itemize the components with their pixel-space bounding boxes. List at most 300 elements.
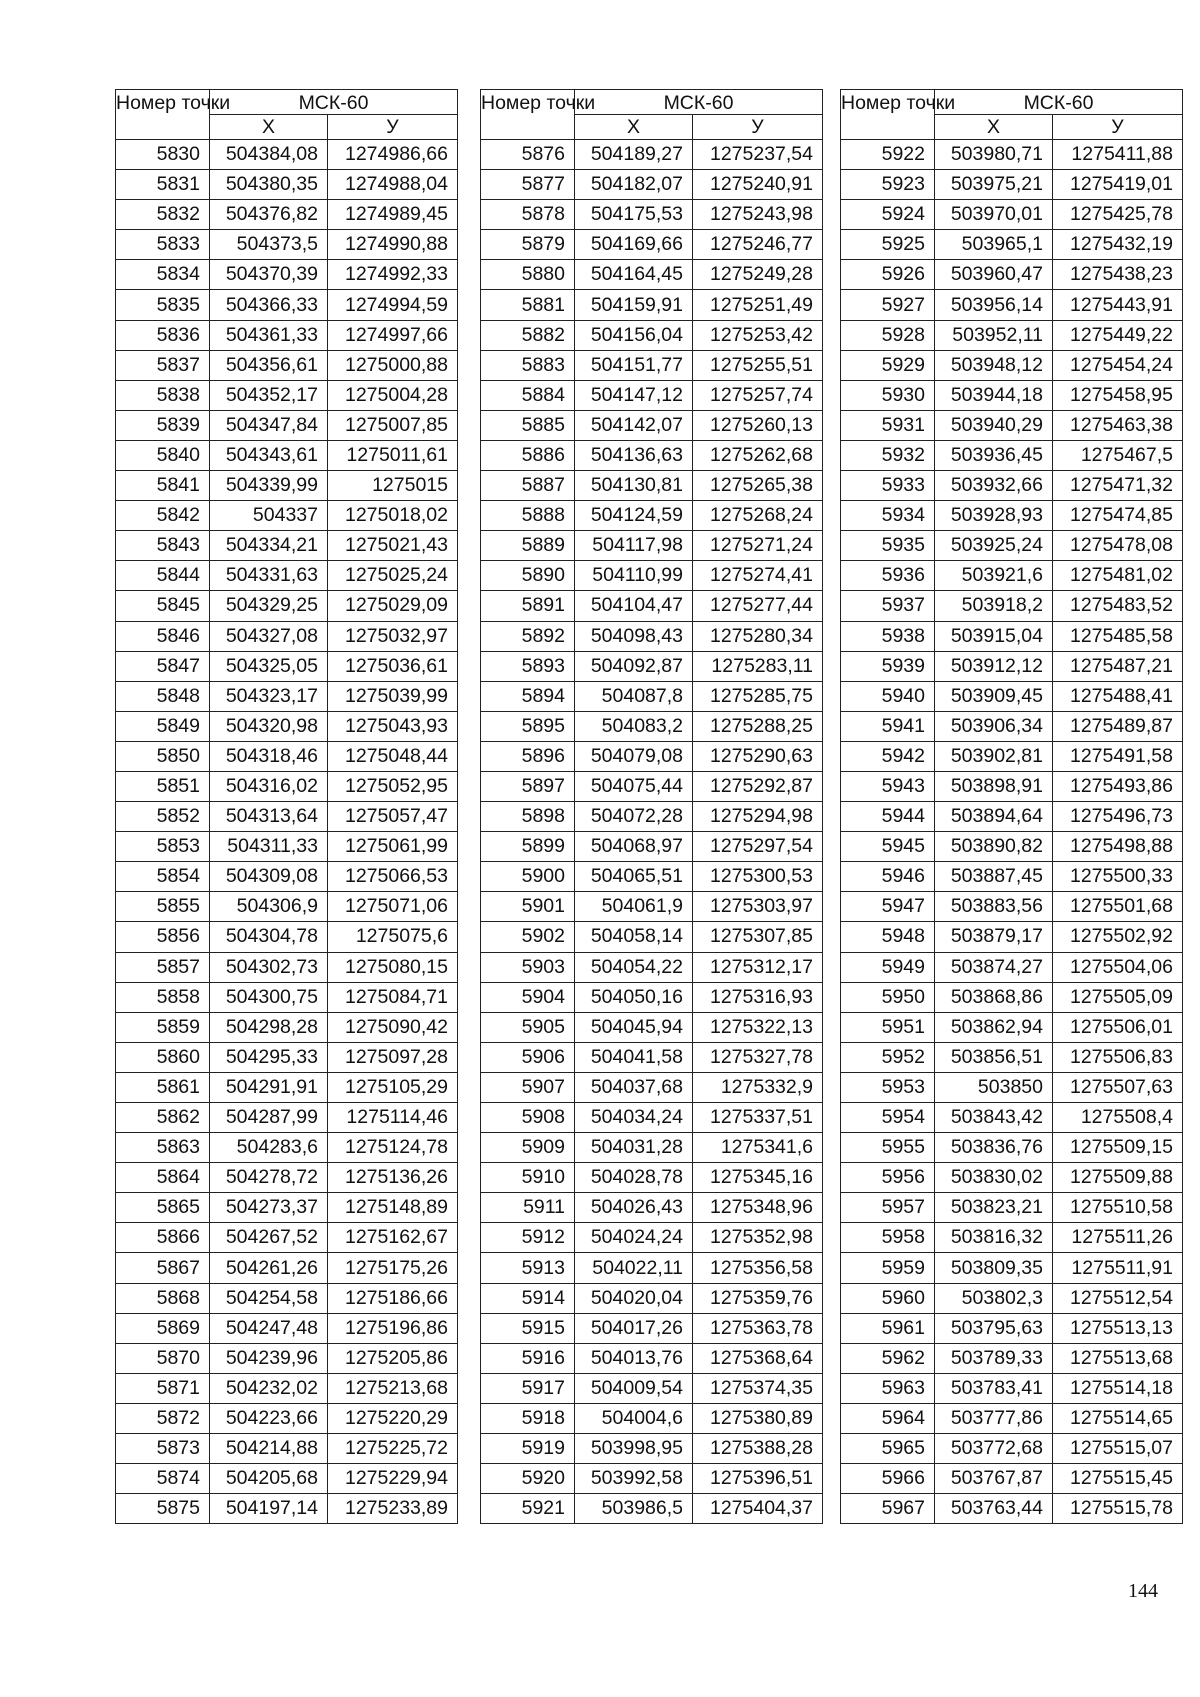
y-coordinate-cell: 1275449,22: [1053, 320, 1183, 350]
table-row: [841, 1434, 1183, 1464]
point-number-cell: 5877: [481, 170, 575, 200]
point-number-cell: 5941: [841, 711, 935, 741]
x-coordinate-cell: 504309,08: [210, 862, 328, 892]
table-row: [841, 1283, 1183, 1313]
x-coordinate-cell: 504156,04: [575, 320, 693, 350]
x-coordinate-cell: 504331,63: [210, 561, 328, 591]
table-row: [481, 200, 823, 230]
y-coordinate-cell: 1275229,94: [328, 1464, 458, 1494]
y-coordinate-cell: 1275463,38: [1053, 410, 1183, 440]
x-coordinate-cell: 503879,17: [935, 922, 1053, 952]
table-row: [116, 200, 458, 230]
point-number-cell: 5903: [481, 952, 575, 982]
point-number-cell: 5964: [841, 1403, 935, 1433]
point-number-cell: 5853: [116, 832, 210, 862]
table-row: [841, 681, 1183, 711]
table-row: [841, 140, 1183, 170]
table-row: [116, 982, 458, 1012]
x-coordinate-cell: 504343,61: [210, 440, 328, 470]
coordinates-table-2: [480, 89, 823, 1524]
point-number-cell: 5863: [116, 1133, 210, 1163]
x-coordinate-cell: 504013,76: [575, 1343, 693, 1373]
y-coordinate-cell: 1275000,88: [328, 350, 458, 380]
point-number-cell: 5915: [481, 1313, 575, 1343]
table-row: [481, 1434, 823, 1464]
x-coordinate-cell: 503767,87: [935, 1464, 1053, 1494]
y-coordinate-cell: 1275471,32: [1053, 471, 1183, 501]
y-coordinate-cell: 1275474,85: [1053, 501, 1183, 531]
y-coordinate-cell: 1275052,95: [328, 771, 458, 801]
point-number-cell: 5838: [116, 380, 210, 410]
y-coordinate-cell: 1275243,98: [693, 200, 823, 230]
y-coordinate-cell: 1275114,46: [328, 1103, 458, 1133]
point-number-cell: 5910: [481, 1163, 575, 1193]
point-number-cell: 5921: [481, 1494, 575, 1524]
point-number-cell: 5868: [116, 1283, 210, 1313]
table-row: [841, 982, 1183, 1012]
y-coordinate-cell: 1275249,28: [693, 260, 823, 290]
x-coordinate-cell: 503960,47: [935, 260, 1053, 290]
x-coordinate-cell: 504327,08: [210, 621, 328, 651]
y-coordinate-cell: 1275011,61: [328, 440, 458, 470]
y-coordinate-cell: 1275388,28: [693, 1434, 823, 1464]
y-coordinate-cell: 1275283,11: [693, 651, 823, 681]
table-row: [116, 1283, 458, 1313]
x-coordinate-cell: 503944,18: [935, 380, 1053, 410]
table-row: [481, 1313, 823, 1343]
point-number-cell: 5852: [116, 802, 210, 832]
table-row: [841, 1042, 1183, 1072]
x-coordinate-cell: 503915,04: [935, 621, 1053, 651]
table-row: [841, 1373, 1183, 1403]
table-row: [481, 501, 823, 531]
table-row: [841, 1012, 1183, 1042]
table-row: [841, 501, 1183, 531]
y-coordinate-cell: 1275374,35: [693, 1373, 823, 1403]
table-row: [481, 140, 823, 170]
point-number-cell: 5916: [481, 1343, 575, 1373]
point-number-cell: 5926: [841, 260, 935, 290]
point-number-cell: 5872: [116, 1403, 210, 1433]
point-number-cell: 5857: [116, 952, 210, 982]
x-coordinate-cell: 503925,24: [935, 531, 1053, 561]
point-number-cell: 5942: [841, 741, 935, 771]
x-coordinate-cell: 504254,58: [210, 1283, 328, 1313]
table-row: [116, 1223, 458, 1253]
point-number-cell: 5885: [481, 410, 575, 440]
x-coordinate-cell: 504026,43: [575, 1193, 693, 1223]
x-coordinate-cell: 503874,27: [935, 952, 1053, 982]
y-coordinate-cell: 1275438,23: [1053, 260, 1183, 290]
table-row: [481, 531, 823, 561]
table-row: [841, 1223, 1183, 1253]
x-coordinate-cell: 504009,54: [575, 1373, 693, 1403]
y-coordinate-cell: 1275260,13: [693, 410, 823, 440]
table-row: [116, 952, 458, 982]
x-coordinate-cell: 504175,53: [575, 200, 693, 230]
point-number-cell: 5917: [481, 1373, 575, 1403]
point-number-cell: 5963: [841, 1373, 935, 1403]
table-row: [116, 922, 458, 952]
x-coordinate-cell: 504214,88: [210, 1434, 328, 1464]
y-coordinate-cell: 1275186,66: [328, 1283, 458, 1313]
table-row: [481, 1253, 823, 1283]
x-coordinate-cell: 504098,43: [575, 621, 693, 651]
y-coordinate-cell: 1275271,24: [693, 531, 823, 561]
y-coordinate-cell: 1275288,25: [693, 711, 823, 741]
x-coordinate-cell: 503830,02: [935, 1163, 1053, 1193]
point-number-cell: 5927: [841, 290, 935, 320]
point-number-cell: 5909: [481, 1133, 575, 1163]
point-number-cell: 5873: [116, 1434, 210, 1464]
y-coordinate-cell: 1275368,64: [693, 1343, 823, 1373]
table-row: [481, 711, 823, 741]
table-row: [116, 1343, 458, 1373]
point-number-cell: 5851: [116, 771, 210, 801]
table-row: [481, 1072, 823, 1102]
y-coordinate-cell: 1275443,91: [1053, 290, 1183, 320]
table-row: [481, 681, 823, 711]
table-row: [116, 711, 458, 741]
x-coordinate-cell: 503952,11: [935, 320, 1053, 350]
point-number-cell: 5920: [481, 1464, 575, 1494]
y-coordinate-cell: 1275496,73: [1053, 802, 1183, 832]
x-coordinate-cell: 504347,84: [210, 410, 328, 440]
point-number-cell: 5938: [841, 621, 935, 651]
table-row: [116, 1072, 458, 1102]
y-coordinate-cell: 1275048,44: [328, 741, 458, 771]
x-coordinate-cell: 504182,07: [575, 170, 693, 200]
x-coordinate-cell: 503965,1: [935, 230, 1053, 260]
table-row: [481, 1163, 823, 1193]
y-coordinate-cell: 1275514,18: [1053, 1373, 1183, 1403]
y-coordinate-cell: 1275359,76: [693, 1283, 823, 1313]
point-number-cell: 5846: [116, 621, 210, 651]
y-coordinate-cell: 1275507,63: [1053, 1072, 1183, 1102]
table-row: [481, 1103, 823, 1133]
y-coordinate-cell: 1274992,33: [328, 260, 458, 290]
y-coordinate-cell: 1274994,59: [328, 290, 458, 320]
point-number-cell: 5911: [481, 1193, 575, 1223]
x-coordinate-cell: 504020,04: [575, 1283, 693, 1313]
y-coordinate-cell: 1275292,87: [693, 771, 823, 801]
point-number-cell: 5880: [481, 260, 575, 290]
y-coordinate-cell: 1275015: [328, 471, 458, 501]
table-row: [481, 1403, 823, 1433]
point-number-cell: 5907: [481, 1072, 575, 1102]
table-row: [116, 832, 458, 862]
table-row: [116, 802, 458, 832]
table-row: [116, 591, 458, 621]
y-coordinate-cell: 1275481,02: [1053, 561, 1183, 591]
x-coordinate-cell: 504159,91: [575, 290, 693, 320]
point-number-cell: 5874: [116, 1464, 210, 1494]
table-row: [481, 922, 823, 952]
point-number-cell: 5859: [116, 1012, 210, 1042]
x-coordinate-cell: 503783,41: [935, 1373, 1053, 1403]
x-coordinate-cell: 503912,12: [935, 651, 1053, 681]
x-coordinate-cell: 503789,33: [935, 1343, 1053, 1373]
table-row: [116, 1494, 458, 1524]
x-coordinate-cell: 504164,45: [575, 260, 693, 290]
y-coordinate-cell: 1275500,33: [1053, 862, 1183, 892]
point-number-cell: 5865: [116, 1193, 210, 1223]
table-body: [841, 140, 1183, 1524]
point-number-cell: 5959: [841, 1253, 935, 1283]
x-coordinate-cell: 504356,61: [210, 350, 328, 380]
point-number-header: Номер точки: [841, 90, 935, 140]
x-coordinate-cell: 503850: [935, 1072, 1053, 1102]
point-number-cell: 5847: [116, 651, 210, 681]
table-row: [841, 591, 1183, 621]
table-row: [481, 320, 823, 350]
x-coordinate-cell: 504267,52: [210, 1223, 328, 1253]
x-coordinate-cell: 504334,21: [210, 531, 328, 561]
point-number-cell: 5878: [481, 200, 575, 230]
point-number-cell: 5956: [841, 1163, 935, 1193]
table-row: [841, 1313, 1183, 1343]
point-number-cell: 5940: [841, 681, 935, 711]
y-coordinate-cell: 1275246,77: [693, 230, 823, 260]
y-coordinate-cell: 1275488,41: [1053, 681, 1183, 711]
table-row: [841, 802, 1183, 832]
x-coordinate-cell: 504024,24: [575, 1223, 693, 1253]
point-number-cell: 5936: [841, 561, 935, 591]
y-coordinate-cell: 1275515,07: [1053, 1434, 1183, 1464]
y-coordinate-cell: 1275337,51: [693, 1103, 823, 1133]
point-number-cell: 5931: [841, 410, 935, 440]
table-row: [481, 802, 823, 832]
y-coordinate-cell: 1275300,53: [693, 862, 823, 892]
table-row: [481, 952, 823, 982]
table-row: [841, 771, 1183, 801]
table-row: [481, 561, 823, 591]
table-row: [116, 862, 458, 892]
y-coordinate-cell: 1275303,97: [693, 892, 823, 922]
point-number-cell: 5881: [481, 290, 575, 320]
table-row: [841, 440, 1183, 470]
table-row: [481, 380, 823, 410]
table-row: [116, 1042, 458, 1072]
point-number-cell: 5893: [481, 651, 575, 681]
table-row: [116, 410, 458, 440]
y-coordinate-cell: 1275493,86: [1053, 771, 1183, 801]
y-coordinate-cell: 1275514,65: [1053, 1403, 1183, 1433]
y-coordinate-cell: 1275066,53: [328, 862, 458, 892]
y-coordinate-cell: 1275255,51: [693, 350, 823, 380]
x-coordinate-cell: 503894,64: [935, 802, 1053, 832]
y-coordinate-cell: 1275498,88: [1053, 832, 1183, 862]
y-coordinate-cell: 1275510,58: [1053, 1193, 1183, 1223]
point-number-cell: 5902: [481, 922, 575, 952]
table-row: [116, 1464, 458, 1494]
point-number-cell: 5928: [841, 320, 935, 350]
point-number-cell: 5923: [841, 170, 935, 200]
x-coordinate-cell: 504311,33: [210, 832, 328, 862]
point-number-cell: 5888: [481, 501, 575, 531]
x-coordinate-cell: 504092,87: [575, 651, 693, 681]
y-coordinate-cell: 1275240,91: [693, 170, 823, 200]
table-row: [841, 1133, 1183, 1163]
point-number-cell: 5955: [841, 1133, 935, 1163]
y-coordinate-cell: 1275262,68: [693, 440, 823, 470]
point-number-cell: 5869: [116, 1313, 210, 1343]
y-coordinate-cell: 1275029,09: [328, 591, 458, 621]
y-coordinate-cell: 1275332,9: [693, 1072, 823, 1102]
point-number-cell: 5861: [116, 1072, 210, 1102]
y-coordinate-cell: 1275515,45: [1053, 1464, 1183, 1494]
y-coordinate-cell: 1275363,78: [693, 1313, 823, 1343]
point-number-cell: 5883: [481, 350, 575, 380]
table-row: [481, 1283, 823, 1313]
point-number-cell: 5836: [116, 320, 210, 350]
y-coordinate-cell: 1275274,41: [693, 561, 823, 591]
x-coordinate-cell: 504079,08: [575, 741, 693, 771]
y-coordinate-cell: 1275097,28: [328, 1042, 458, 1072]
y-coordinate-cell: 1275380,89: [693, 1403, 823, 1433]
point-number-cell: 5840: [116, 440, 210, 470]
table-row: [481, 741, 823, 771]
table-body: [481, 140, 823, 1524]
x-coordinate-cell: 504287,99: [210, 1103, 328, 1133]
y-coordinate-cell: 1275290,63: [693, 741, 823, 771]
table-row: [481, 862, 823, 892]
table-row: [116, 1012, 458, 1042]
x-coordinate-cell: 503918,2: [935, 591, 1053, 621]
x-coordinate-cell: 503975,21: [935, 170, 1053, 200]
x-coordinate-cell: 504031,28: [575, 1133, 693, 1163]
y-coordinate-cell: 1275196,86: [328, 1313, 458, 1343]
point-number-header: Номер точки: [116, 90, 210, 140]
coordinate-system-header: МСК-60: [210, 90, 458, 115]
table-row: [841, 170, 1183, 200]
y-coordinate-cell: 1275478,08: [1053, 531, 1183, 561]
x-coordinate-cell: 503921,6: [935, 561, 1053, 591]
x-coordinate-cell: 504017,26: [575, 1313, 693, 1343]
table-row: [116, 501, 458, 531]
x-coordinate-cell: 504075,44: [575, 771, 693, 801]
x-coordinate-cell: 503816,32: [935, 1223, 1053, 1253]
x-coordinate-cell: 504072,28: [575, 802, 693, 832]
coordinates-table-3: [840, 89, 1183, 1524]
y-coordinate-cell: 1275277,44: [693, 591, 823, 621]
table-row: [116, 531, 458, 561]
x-coordinate-cell: 503932,66: [935, 471, 1053, 501]
table-row: [481, 771, 823, 801]
table-row: [841, 922, 1183, 952]
y-coordinate-cell: 1275491,58: [1053, 741, 1183, 771]
point-number-cell: 5882: [481, 320, 575, 350]
point-number-cell: 5886: [481, 440, 575, 470]
y-coordinate-cell: 1275251,49: [693, 290, 823, 320]
y-coordinate-cell: 1275512,54: [1053, 1283, 1183, 1313]
point-number-cell: 5890: [481, 561, 575, 591]
point-number-cell: 5905: [481, 1012, 575, 1042]
table-row: [841, 1494, 1183, 1524]
x-coordinate-cell: 504278,72: [210, 1163, 328, 1193]
y-coordinate-cell: 1275485,58: [1053, 621, 1183, 651]
y-coordinate-cell: 1275504,06: [1053, 952, 1183, 982]
point-number-cell: 5876: [481, 140, 575, 170]
y-coordinate-cell: 1275007,85: [328, 410, 458, 440]
table-row: [481, 1012, 823, 1042]
point-number-cell: 5919: [481, 1434, 575, 1464]
table-row: [841, 531, 1183, 561]
y-coordinate-cell: 1275396,51: [693, 1464, 823, 1494]
point-number-cell: 5858: [116, 982, 210, 1012]
table-row: [481, 440, 823, 470]
y-coordinate-cell: 1275175,26: [328, 1253, 458, 1283]
point-number-cell: 5924: [841, 200, 935, 230]
x-coordinate-cell: 504130,81: [575, 471, 693, 501]
x-coordinate-cell: 503772,68: [935, 1434, 1053, 1464]
table-row: [481, 591, 823, 621]
x-coordinate-cell: 503777,86: [935, 1403, 1053, 1433]
y-coordinate-cell: 1275043,93: [328, 711, 458, 741]
y-coordinate-cell: 1275411,88: [1053, 140, 1183, 170]
point-number-cell: 5832: [116, 200, 210, 230]
y-coordinate-cell: 1275071,06: [328, 892, 458, 922]
y-coordinate-cell: 1274997,66: [328, 320, 458, 350]
y-coordinate-cell: 1275025,24: [328, 561, 458, 591]
table-row: [116, 621, 458, 651]
x-coordinate-cell: 504205,68: [210, 1464, 328, 1494]
y-coordinate-cell: 1275501,68: [1053, 892, 1183, 922]
point-number-cell: 5908: [481, 1103, 575, 1133]
table-row: [116, 681, 458, 711]
x-coordinate-cell: 504373,5: [210, 230, 328, 260]
point-number-cell: 5850: [116, 741, 210, 771]
table-row: [841, 410, 1183, 440]
x-coordinate-cell: 504136,63: [575, 440, 693, 470]
table-row: [116, 380, 458, 410]
point-number-cell: 5962: [841, 1343, 935, 1373]
table-row: [841, 952, 1183, 982]
y-coordinate-cell: 1275511,26: [1053, 1223, 1183, 1253]
x-coordinate-cell: 504104,47: [575, 591, 693, 621]
y-coordinate-cell: 1275432,19: [1053, 230, 1183, 260]
table-row: [481, 1494, 823, 1524]
point-number-cell: 5950: [841, 982, 935, 1012]
x-coordinate-cell: 504316,02: [210, 771, 328, 801]
table-row: [481, 621, 823, 651]
x-column-header: Х: [575, 115, 693, 140]
x-coordinate-cell: 503809,35: [935, 1253, 1053, 1283]
table-row: [841, 711, 1183, 741]
y-coordinate-cell: 1275265,38: [693, 471, 823, 501]
x-coordinate-cell: 504273,37: [210, 1193, 328, 1223]
y-coordinate-cell: 1275425,78: [1053, 200, 1183, 230]
point-number-cell: 5957: [841, 1193, 935, 1223]
y-coordinate-cell: 1275356,58: [693, 1253, 823, 1283]
table-row: [116, 471, 458, 501]
x-coordinate-cell: 504339,99: [210, 471, 328, 501]
point-number-cell: 5925: [841, 230, 935, 260]
table-row: [841, 320, 1183, 350]
point-number-cell: 5866: [116, 1223, 210, 1253]
table-row: [841, 230, 1183, 260]
x-coordinate-cell: 503948,12: [935, 350, 1053, 380]
table-row: [841, 862, 1183, 892]
x-coordinate-cell: 504151,77: [575, 350, 693, 380]
point-number-header: Номер точки: [481, 90, 575, 140]
y-coordinate-cell: 1275506,01: [1053, 1012, 1183, 1042]
table-row: [481, 170, 823, 200]
x-coordinate-cell: 504313,64: [210, 802, 328, 832]
point-number-cell: 5835: [116, 290, 210, 320]
point-number-cell: 5899: [481, 832, 575, 862]
y-coordinate-cell: 1275084,71: [328, 982, 458, 1012]
